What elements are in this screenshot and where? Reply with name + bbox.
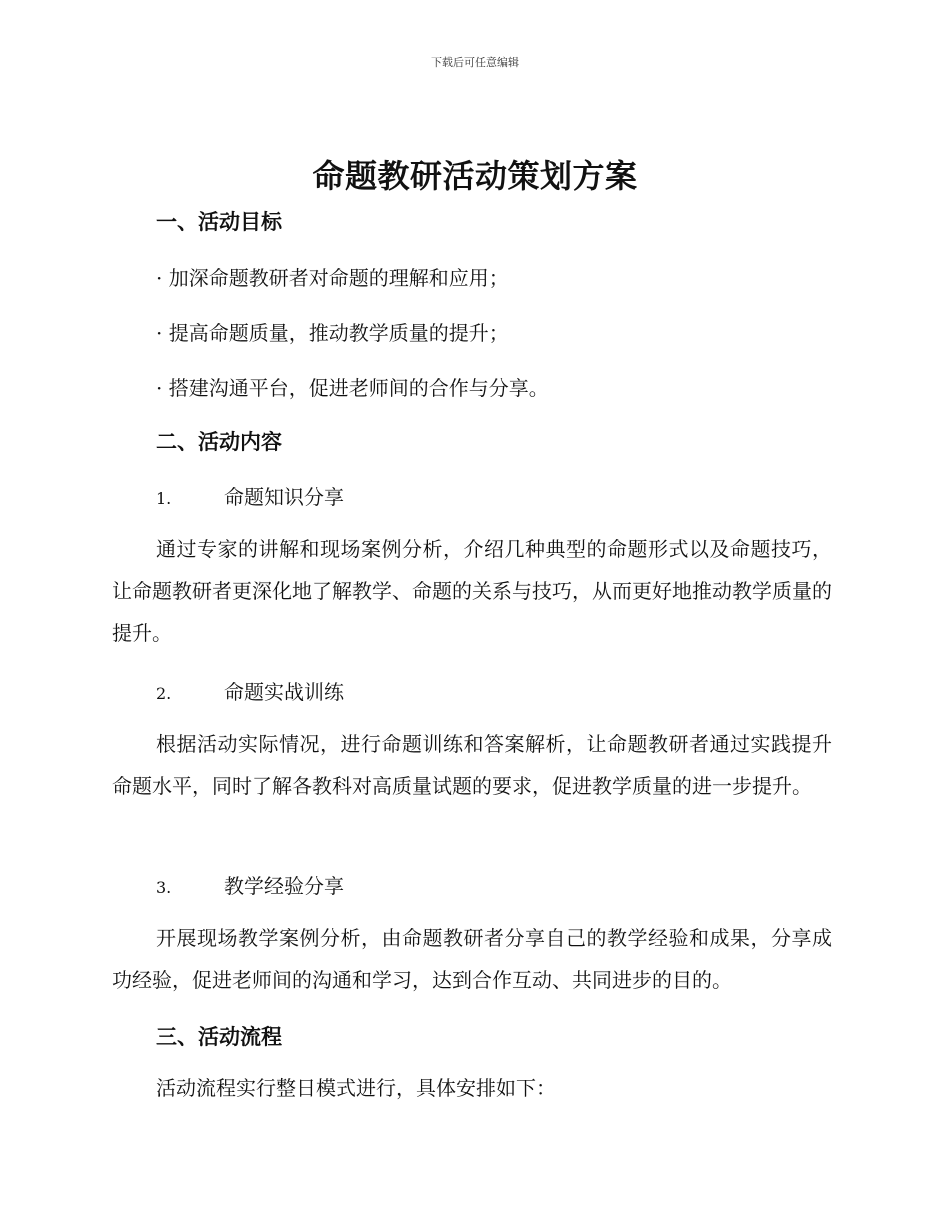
page-header-note: 下载后可任意编辑 <box>431 56 519 69</box>
section-heading-goals: 一、活动目标 <box>156 210 282 234</box>
goal-bullet-1: · 加深命题教研者对命题的理解和应用； <box>156 266 509 290</box>
content-item-2-body: 根据活动实际情况，进行命题训练和答案解析，让命题教研者通过实践提升命题水平，同时了解各教科对高质量试题的要求，促进教学质量的进一步提升。 <box>112 732 832 798</box>
goal-bullet-2: · 提高命题质量，推动教学质量的提升； <box>156 321 509 345</box>
content-item-2-heading <box>156 676 344 705</box>
content-item-1-number: 1. <box>156 489 172 508</box>
process-intro: 活动流程实行整日模式进行，具体安排如下： <box>156 1076 556 1100</box>
content-item-3-number: 3. <box>156 878 172 897</box>
document-title: 命题教研活动策划方案 <box>312 157 638 195</box>
content-item-1-heading <box>156 481 344 510</box>
content-item-3-heading <box>156 870 344 899</box>
section-heading-content: 二、活动内容 <box>156 430 282 454</box>
content-item-2-title: 命题实战训练 <box>224 680 344 704</box>
content-item-2-number: 2. <box>156 684 172 703</box>
content-item-3-title: 教学经验分享 <box>224 874 344 898</box>
content-item-3-body: 开展现场教学案例分析，由命题教研者分享自己的教学经验和成果，分享成功经验，促进老师间的沟通和学习，达到合作互动、共同进步的目的。 <box>112 926 832 992</box>
goal-bullet-3: · 搭建沟通平台，促进老师间的合作与分享。 <box>156 376 549 400</box>
content-item-1-body: 通过专家的讲解和现场案例分析，介绍几种典型的命题形式以及命题技巧，让命题教研者更深化地了解教学、命题的关系与技巧，从而更好地推动教学质量的提升。 <box>112 537 832 645</box>
section-heading-process: 三、活动流程 <box>156 1025 282 1049</box>
content-item-1-title: 命题知识分享 <box>224 485 344 509</box>
